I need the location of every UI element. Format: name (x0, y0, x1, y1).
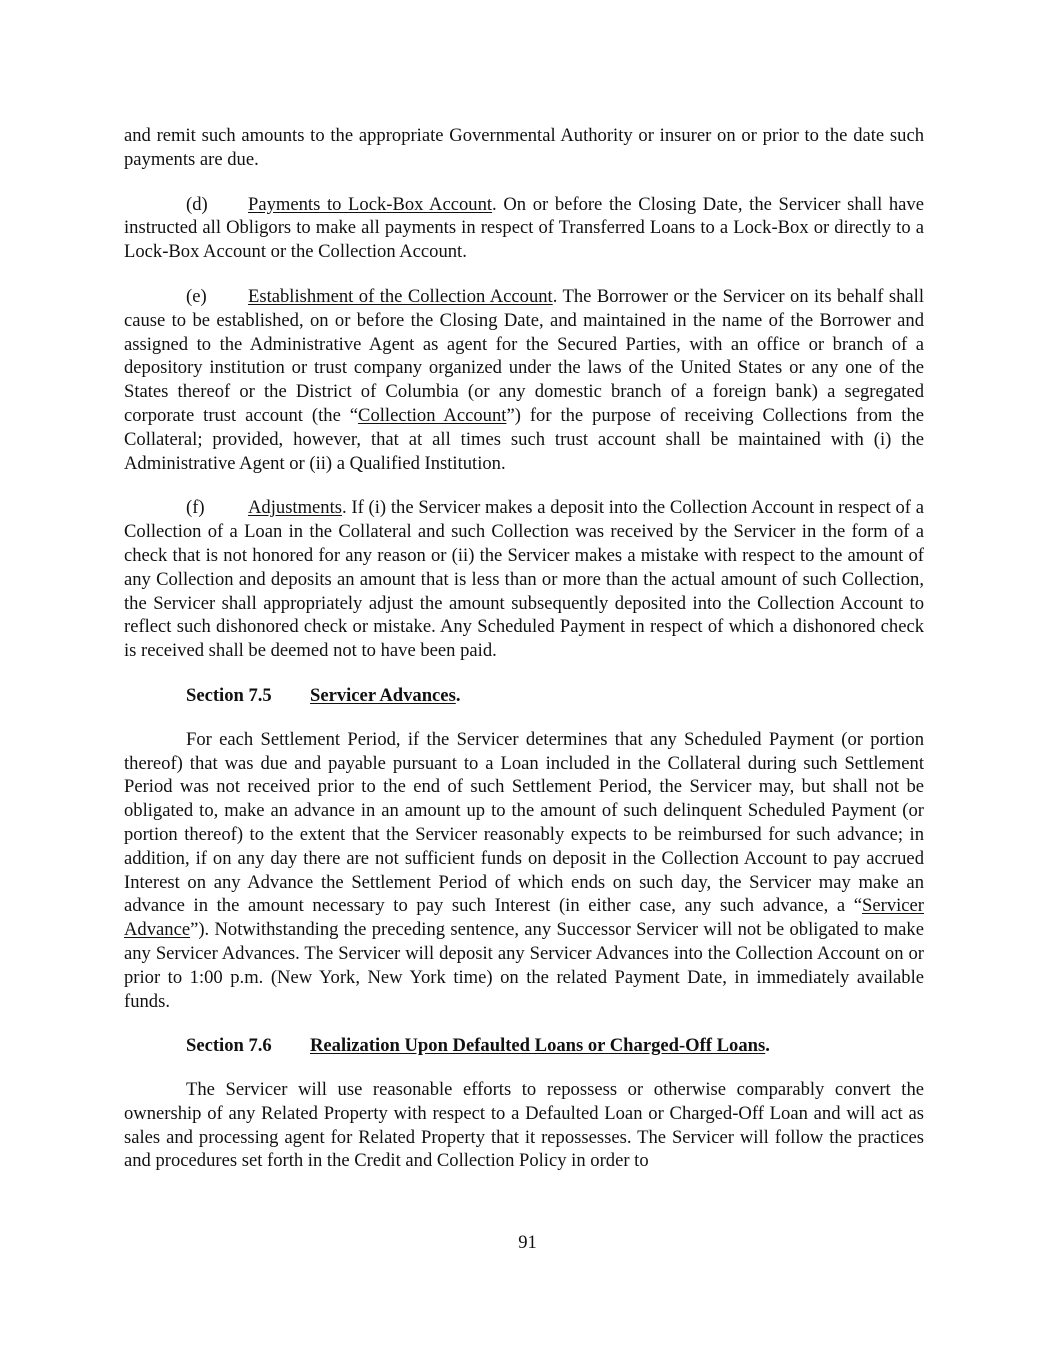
paragraph-e-body-1: . The Borrower or the Servicer on its behalf shall cause to be established, on or before the Closing Date, and maintained in the name of the Borrower and assigned to the Administrative Agent as agent for the Secured Parties, with an office or branch of a depository institution or trust company organized under the laws of the United States or any one of the States thereof or the District of Columbia (or any domestic branch of a foreign bank) a segregated corporate trust account (the “ (124, 285, 925, 426)
section-7-6-body: The Servicer will use reasonable efforts to repossess or otherwise comparably convert the ownership of any Related Property with respect to a Defaulted Loan or Charged-Off Loan and will act as sales and processing agent for Related Property that it repossesses. The Servicer will follow the practices and procedures set forth in the Credit and Collection Policy in order to (124, 1079, 924, 1172)
section-7-6-title: Realization Upon Defaulted Loans or Charged-Off Loans (310, 1035, 766, 1057)
paragraph-d-label: (d) (186, 193, 208, 215)
section-7-6-title-period: . (765, 1035, 770, 1057)
section-7-5-title: Servicer Advances (310, 684, 456, 706)
paragraph-d-body: . On or before the Closing Date, the Servicer shall have instructed all Obligors to make all payments in respect of Transferred Loans to a Lock-Box or directly to a Lock-Box Account or the Collection Account. (124, 193, 924, 263)
paragraph-f-body: . If (i) the Servicer makes a deposit into the Collection Account in respect of a Collection of a Loan in the Collateral and such Collection was received by the Servicer in the form of a check that is not honored for any reason or (ii) the Servicer makes a mistake with respect to the amount of any Collection and deposits an amount that is less than or more than the actual amount of such Collection, the Servicer shall appropriately adjust the amount subsequently deposited into the Collection Account to reflect such dishonored check or mistake. Any Scheduled Payment in respect of which a dishonored check is received shall be deemed not to have been paid. (124, 497, 924, 662)
document-page (124, 124, 924, 1194)
section-7-5-defined-term: Servicer Advance (124, 895, 924, 941)
paragraph-e-label: (e) (186, 285, 207, 307)
paragraph-e-body-2: ”) for the purpose of receiving Collections from the Collateral; provided, however, that at all times such trust account shall be maintained with (i) the Administrative Agent or (ii) a Qualified Institution. (124, 404, 924, 474)
section-7-5-number: Section 7.5 (186, 684, 272, 706)
page-number: 91 (518, 1232, 537, 1253)
paragraph-e (124, 285, 924, 475)
section-7-5-body-2: ”). Notwithstanding the preceding sentence, any Successor Servicer will not be obligated to make any Servicer Advances. The Servicer will deposit any Servicer Advances into the Collection Account on or prior to 1:00 p.m. (New York, New York time) on the related Payment Date, in immediately available funds. (124, 919, 924, 1012)
paragraph-f-label: (f) (186, 497, 205, 519)
intro-paragraph: and remit such amounts to the appropriate Governmental Authority or insurer on or prior to the date such payments are due. (124, 125, 924, 170)
section-7-6-heading (124, 1034, 924, 1058)
section-7-5-body (124, 728, 924, 1014)
section-7-6-number: Section 7.6 (186, 1035, 272, 1057)
paragraph-f-title: Adjustments (248, 497, 343, 519)
section-7-5-body-1: For each Settlement Period, if the Servicer determines that any Scheduled Payment (or portion thereof) that was due and payable pursuant to a Loan included in the Collateral during such Settlement Period was not received prior to the end of such Settlement Period, the Servicer may, but shall not be obligated to, make an advance in an amount up to the amount of such delinquent Scheduled Payment (or portion thereof) to the extent that the Servicer reasonably expects to be reimbursed for such advance; in addition, if on any day there are not sufficient funds on deposit in the Collection Account to pay accrued Interest on any Advance the Settlement Period of which ends on such day, the Servicer may make an advance in the amount necessary to pay such Interest (in either case, any such advance, a “ (124, 728, 924, 917)
paragraph-e-defined-term: Collection Account (358, 404, 507, 426)
section-7-5-heading (124, 684, 924, 708)
paragraph-e-title: Establishment of the Collection Account (248, 285, 553, 307)
paragraph-d-title: Payments to Lock-Box Account (248, 193, 493, 215)
paragraph-f (124, 496, 924, 663)
section-7-5-title-period: . (455, 684, 461, 706)
paragraph-d (124, 193, 924, 264)
